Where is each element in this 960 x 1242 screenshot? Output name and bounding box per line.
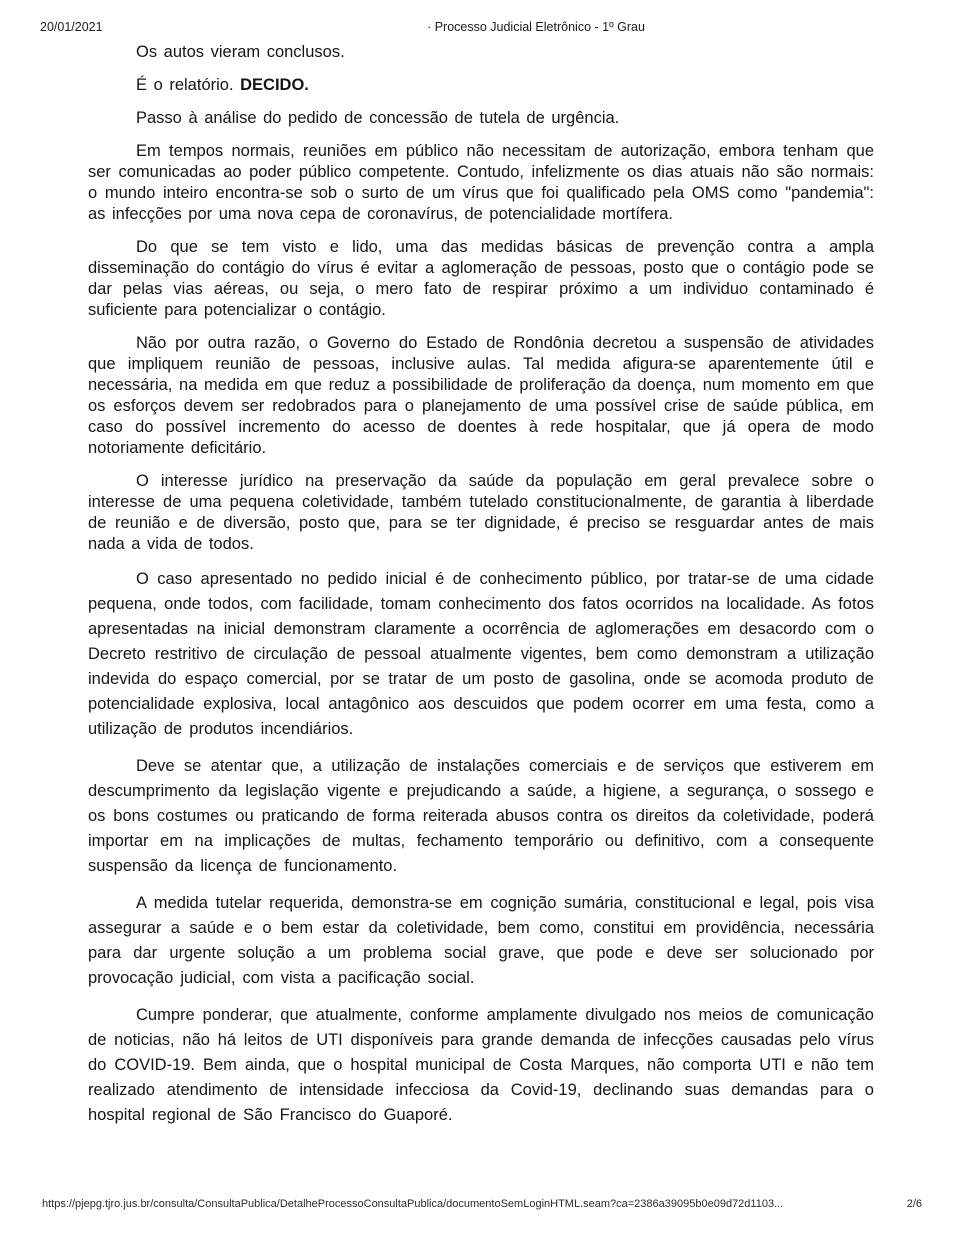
paragraph-relatorio — [88, 75, 874, 96]
print-footer — [0, 1198, 960, 1214]
paragraph-caso-apresentado: O caso apresentado no pedido inicial é de conhecimento público, por tratar-se de uma cidade pequena, onde todos, com facilidade, tomam conhecimento dos fatos ocorridos na localidade. As fotos apresentadas na inicial demonstram claramente a ocorrência de aglomerações em desacordo com o Decreto restritivo de circulação de pessoal atualmente vigentes, bem como demonstram a utilização indevida do espaço comercial, por se tratar de um posto de gasolina, onde se acomoda produto de potencialidade explosiva, local antagônico aos descuidos que podem ocorrer em uma festa, como a utilização de produtos incendiários. — [88, 570, 874, 738]
print-header — [0, 20, 960, 40]
paragraph-medida-tutelar: A medida tutelar requerida, demonstra-se em cognição sumária, constitucional e legal, pois visa assegurar a saúde e o bem estar da coletividade, bem como, constitui em providência, necessária para dar urgente solução a um problema social grave, que pode e deve ser solucionado por provocação judicial, com vista a pacificação social. — [88, 894, 874, 987]
paragraph-governo-rondonia: Não por outra razão, o Governo do Estado de Rondônia decretou a suspensão de atividades que impliquem reunião de pessoas, inclusive aulas. Tal medida afigura-se aparentemente útil e necessária, na medida em que reduz a possibilidade de proliferação da doença, num momento em que os esforços devem ser redobrados para o planejamento de uma possível crise de saúde pública, em caso do possível incremento do acesso de doentes à rede hospitalar, que já opera de modo notoriamente deficitário. — [88, 334, 874, 457]
paragraph-relatorio-lead: É o relatório. — [136, 76, 241, 94]
print-date: 20/01/2021 — [40, 20, 103, 34]
page-number: 2/6 — [906, 1198, 922, 1210]
decido-bold-text: DECIDO. — [240, 76, 309, 94]
paragraph-cumpre-ponderar: Cumpre ponderar, que atualmente, conforme amplamente divulgado nos meios de comunicação de noticias, não há leitos de UTI disponíveis para grande demanda de infecções causadas pelo vírus do COVID-19. Bem ainda, que o hospital municipal de Costa Marques, não comporta UTI e não tem realizado atendimento de intensidade infecciosa da Covid-19, declinando suas demandas para o hospital regional de São Francisco do Guaporé. — [88, 1006, 874, 1124]
document-body — [88, 42, 874, 1140]
page-title: · Processo Judicial Eletrônico - 1º Grau — [427, 20, 645, 34]
paragraph-passo-analise: Passo à análise do pedido de concessão de tutela de urgência. — [136, 109, 620, 127]
paragraph-interesse-juridico: O interesse jurídico na preservação da saúde da população em geral prevalece sobre o interesse de uma pequena coletividade, também tutelado constitucionalmente, de garantia à liberdade de reunião e de diversão, posto que, para se ter dignidade, é preciso se resguardar antes de mais nada a vida de todos. — [88, 472, 874, 553]
paragraph-conclusos: Os autos vieram conclusos. — [136, 43, 345, 61]
footer-url: https://pjepg.tjro.jus.br/consulta/ConsultaPublica/DetalheProcessoConsultaPublica/documentoSemLoginHTML.seam?ca=2386a39095b0e09d72d1103... — [42, 1198, 784, 1210]
paragraph-deve-se-atentar: Deve se atentar que, a utilização de instalações comerciais e de serviços que estiverem em descumprimento da legislação vigente e prejudicando a saúde, a higiene, a segurança, o sossego e os bons costumes ou praticando de forma reiterada abusos contra os direitos da coletividade, poderá importar em na implicações de multas, fechamento temporário ou definitivo, com a consequente suspensão da licença de funcionamento. — [88, 757, 874, 875]
paragraph-tempos-normais: Em tempos normais, reuniões em público não necessitam de autorização, embora tenham que ser comunicadas ao poder público competente. Contudo, infelizmente os dias atuais não são normais: o mundo inteiro encontra-se sob o surto de um vírus que foi qualificado pela OMS como "pandemia": as infecções por uma nova cepa de coronavírus, de potencialidade mortífera. — [88, 142, 874, 223]
paragraph-medidas-prevencao: Do que se tem visto e lido, uma das medidas básicas de prevenção contra a ampla disseminação do contágio do vírus é evitar a aglomeração de pessoas, posto que o contágio pode se dar pelas vias aéreas, ou seja, o mero fato de respirar próximo a um individuo contaminado é suficiente para potencializar o contágio. — [88, 238, 874, 319]
